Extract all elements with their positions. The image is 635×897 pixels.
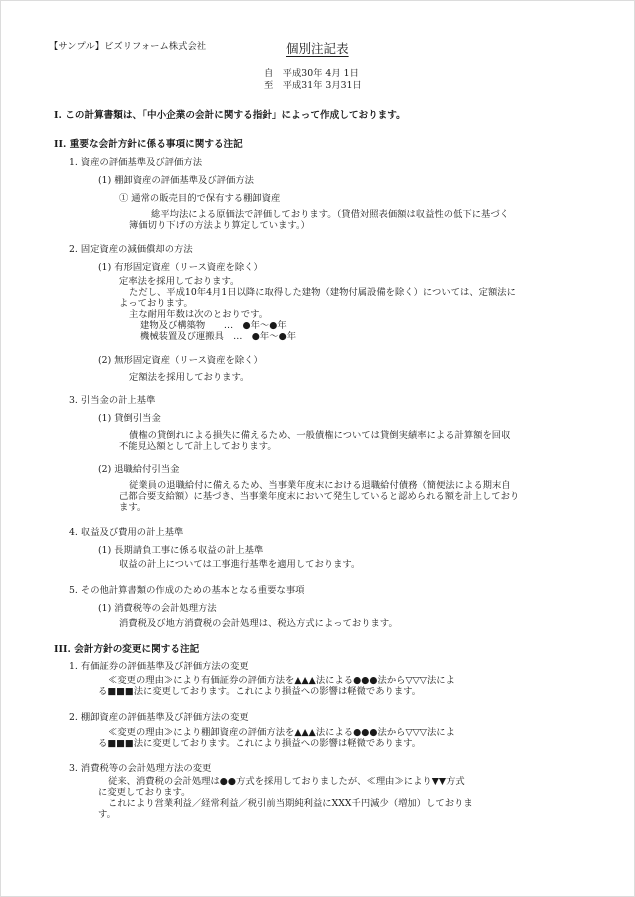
s2-item1-title: 1. 資産の評価基準及び評価方法 [69, 157, 203, 168]
s2-item4-title: 4. 収益及び費用の計上基準 [69, 527, 184, 538]
s2-item3-body1: 債権の貸倒れによる損失に備えるため、一般債権については貸倒実績率による計算額を回収 [129, 430, 511, 441]
section-1-heading: I. この計算書類は、「中小企業の会計に関する指針」によって作成しております。 [54, 110, 406, 121]
s2-item2-sub1: (1) 有形固定資産（リース資産を除く） [98, 262, 263, 273]
s2-item2-body4: 主な耐用年数は次のとおりです。 [129, 309, 269, 320]
s2-item3-sub2: (2) 退職給付引当金 [98, 464, 180, 475]
s3-item1-body1: ≪変更の理由≫により有価証券の評価方法を▲▲▲法による●●●法から▽▽▽法によ [108, 675, 455, 686]
s2-item3-body3: 従業員の退職給付に備えるため、当事業年度末における退職給付債務（簡便法による期末自 [129, 480, 511, 491]
s3-item1-title: 1. 有価証券の評価基準及び評価方法の変更 [69, 661, 249, 672]
s2-item5-body1: 消費税及び地方消費税の会計処理は、税込方式によっております。 [119, 618, 398, 629]
s2-item3-body4: 己都合要支給額）に基づき、当事業年度末において発生していると認められる額を計上しており [119, 491, 520, 502]
s2-item2-row2: 機械装置及び運搬具 … ●年～●年 [140, 331, 297, 342]
s3-item2-title: 2. 棚卸資産の評価基準及び評価方法の変更 [69, 712, 249, 723]
company-name: 【サンプル】ビズリフォーム株式会社 [49, 41, 207, 52]
s2-item2-row1: 建物及び構築物 … ●年～●年 [140, 320, 287, 331]
s2-item2-body1: 定率法を採用しております。 [119, 276, 240, 287]
s3-item1-body2: る■■■法に変更しております。これにより損益への影響は軽微であります。 [98, 686, 422, 697]
s2-item1-sub1a: ① 通常の販売目的で保有する棚卸資産 [119, 193, 281, 204]
s2-item3-body5: ます。 [119, 502, 147, 513]
s2-item2-body2: ただし、平成10年4月1日以降に取得した建物（建物付属設備を除く）については、定額法に [129, 287, 516, 298]
s3-item3-body1: 従来、消費税の会計処理は●●方式を採用しておりましたが、≪理由≫により▼▼方式 [108, 776, 465, 787]
document-title: 個別注記表 [286, 41, 349, 56]
s3-item3-title: 3. 消費税等の会計処理方法の変更 [69, 763, 212, 774]
s3-item2-body1: ≪変更の理由≫により棚卸資産の評価方法を▲▲▲法による●●●法から▽▽▽法によ [108, 727, 455, 738]
s2-item2-body3: よっております。 [119, 298, 193, 309]
s3-item2-body2: る■■■法に変更しております。これにより損益への影響は軽微であります。 [98, 738, 422, 749]
s2-item1-body2: 簿価切り下げの方法より算定しています。） [129, 220, 310, 231]
s2-item5-title: 5. その他計算書類の作成のための基本となる重要な事項 [69, 585, 305, 596]
s2-item2-title: 2. 固定資産の減価償却の方法 [69, 244, 193, 255]
s3-item3-body2: に変更しております。 [98, 787, 191, 798]
s2-item3-title: 3. 引当金の計上基準 [69, 395, 156, 406]
s2-item2-body5: 定額法を採用しております。 [129, 372, 250, 383]
s2-item3-sub1: (1) 貸倒引当金 [98, 413, 161, 424]
period-to: 至 平成31年 3月31日 [264, 80, 362, 91]
section-2-heading: II. 重要な会計方針に係る事項に関する注記 [54, 139, 243, 150]
s3-item3-body4: す。 [98, 809, 116, 820]
s2-item4-body1: 収益の計上については工事進行基準を適用しております。 [119, 559, 361, 570]
s2-item4-sub1: (1) 長期請負工事に係る収益の計上基準 [98, 545, 264, 556]
period-from: 自 平成30年 4月 1日 [264, 68, 359, 79]
s3-item3-body3: これにより営業利益／経常利益／税引前当期純利益にXXX千円減少（増加）しておりま [108, 798, 473, 809]
s2-item3-body2: 不能見込額として計上しております。 [119, 441, 277, 452]
s2-item2-sub2: (2) 無形固定資産（リース資産を除く） [98, 355, 263, 366]
s2-item1-sub1: (1) 棚卸資産の評価基準及び評価方法 [98, 175, 254, 186]
section-3-heading: III. 会計方針の変更に関する注記 [54, 644, 200, 655]
s2-item1-body1: 総平均法による原価法で評価しております。（貸借対照表価額は収益性の低下に基づく [151, 209, 509, 220]
s2-item5-sub1: (1) 消費税等の会計処理方法 [98, 603, 217, 614]
